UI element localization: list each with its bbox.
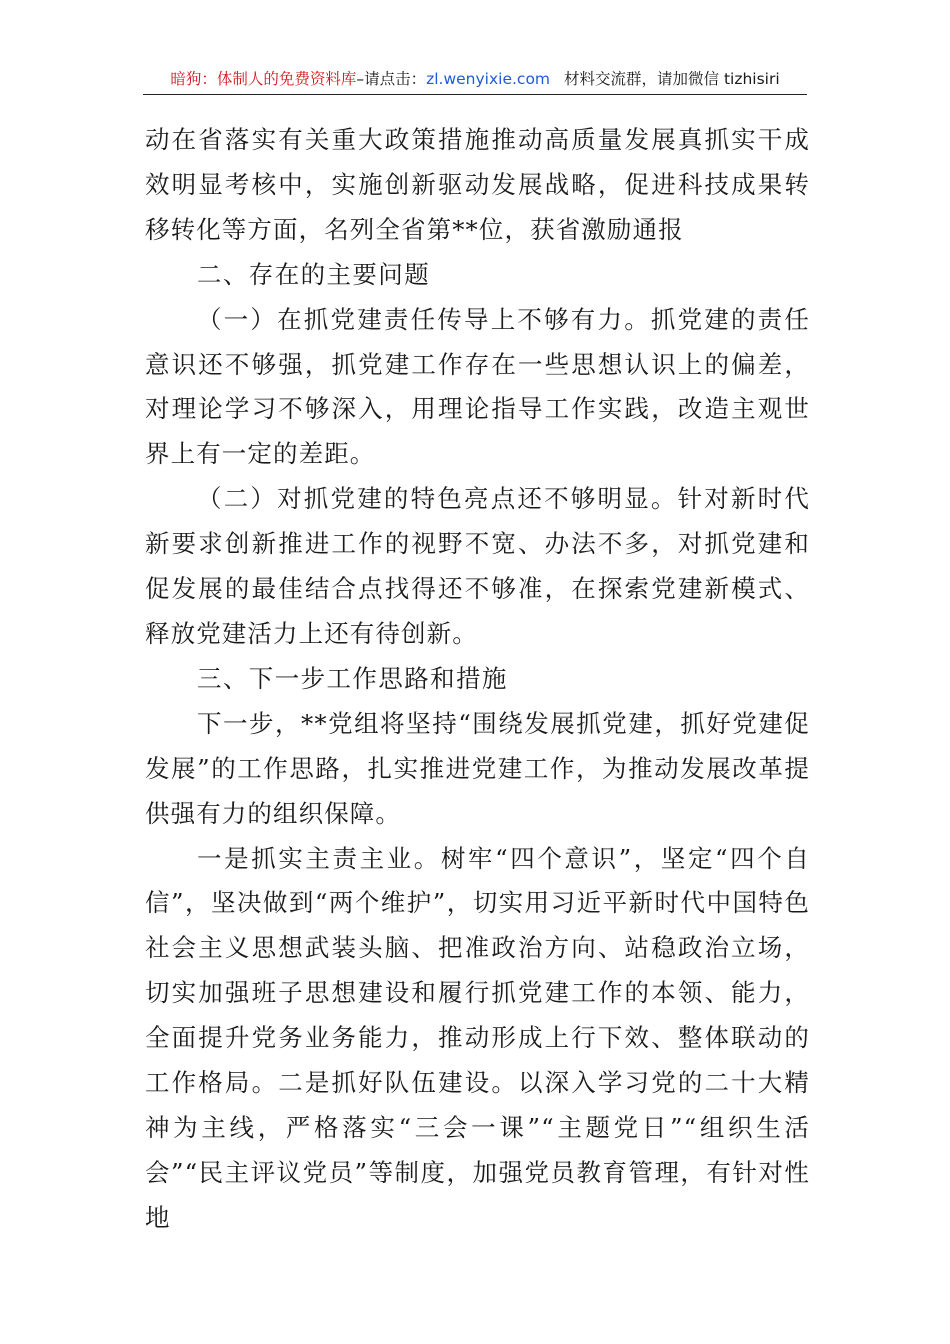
paragraph-continued: 动在省落实有关重大政策措施推动高质量发展真抓实干成效明显考核中，实施创新驱动发展战略，促进科技成果转移转化等方面，名列全省第**位，获省激励通报 xyxy=(145,125,810,244)
header-prompt: –请点击： xyxy=(356,70,427,88)
header-brand: 暗狗：体制人的免费资料库 xyxy=(170,70,357,88)
section-heading-next-steps: 三、下一步工作思路和措施 xyxy=(197,663,508,693)
header-link[interactable]: zl.wenyixie.com xyxy=(426,70,551,88)
paragraph-problem-two: （二）对抓党建的特色亮点还不够明显。针对新时代新要求创新推进工作的视野不宽、办法不多，对抓党建和促发展的最佳结合点找得还不够准，在探索党建新模式、释放党建活力上还有待创新。 xyxy=(145,484,810,648)
page-header xyxy=(143,64,807,95)
paragraph-measures: 一是抓实主责主业。树牢“四个意识”，坚定“四个自信”，坚决做到“两个维护”，切实用习近平新时代中国特色社会主义思想武装头脑、把准政治方向、站稳政治立场，切实加强班子思想建设和履行抓党建工作的本领、能力，全面提升党务业务能力，推动形成上行下效、整体联动的工作格局。二是抓好队伍建设。以深入学习党的二十大精神为主线，严格落实“三会一课”“主题党日”“组织生活会”“民主评议党员”等制度，加强党员教育管理，有针对性地 xyxy=(145,843,810,1232)
paragraph-next-steps-intro: 下一步，**党组将坚持“围绕发展抓党建，抓好党建促发展”的工作思路，扎实推进党建工作，为推动发展改革提供强有力的组织保障。 xyxy=(145,708,810,828)
document-body xyxy=(145,118,810,1241)
paragraph-problem-one: （一）在抓党建责任传导上不够有力。抓党建的责任意识还不够强，抓党建工作存在一些思想认识上的偏差，对理论学习不够深入，用理论指导工作实践，改造主观世界上有一定的差距。 xyxy=(145,304,810,469)
section-heading-problems: 二、存在的主要问题 xyxy=(197,259,431,289)
header-contact: 材料交流群，请加微信 tizhisiri xyxy=(564,70,780,88)
